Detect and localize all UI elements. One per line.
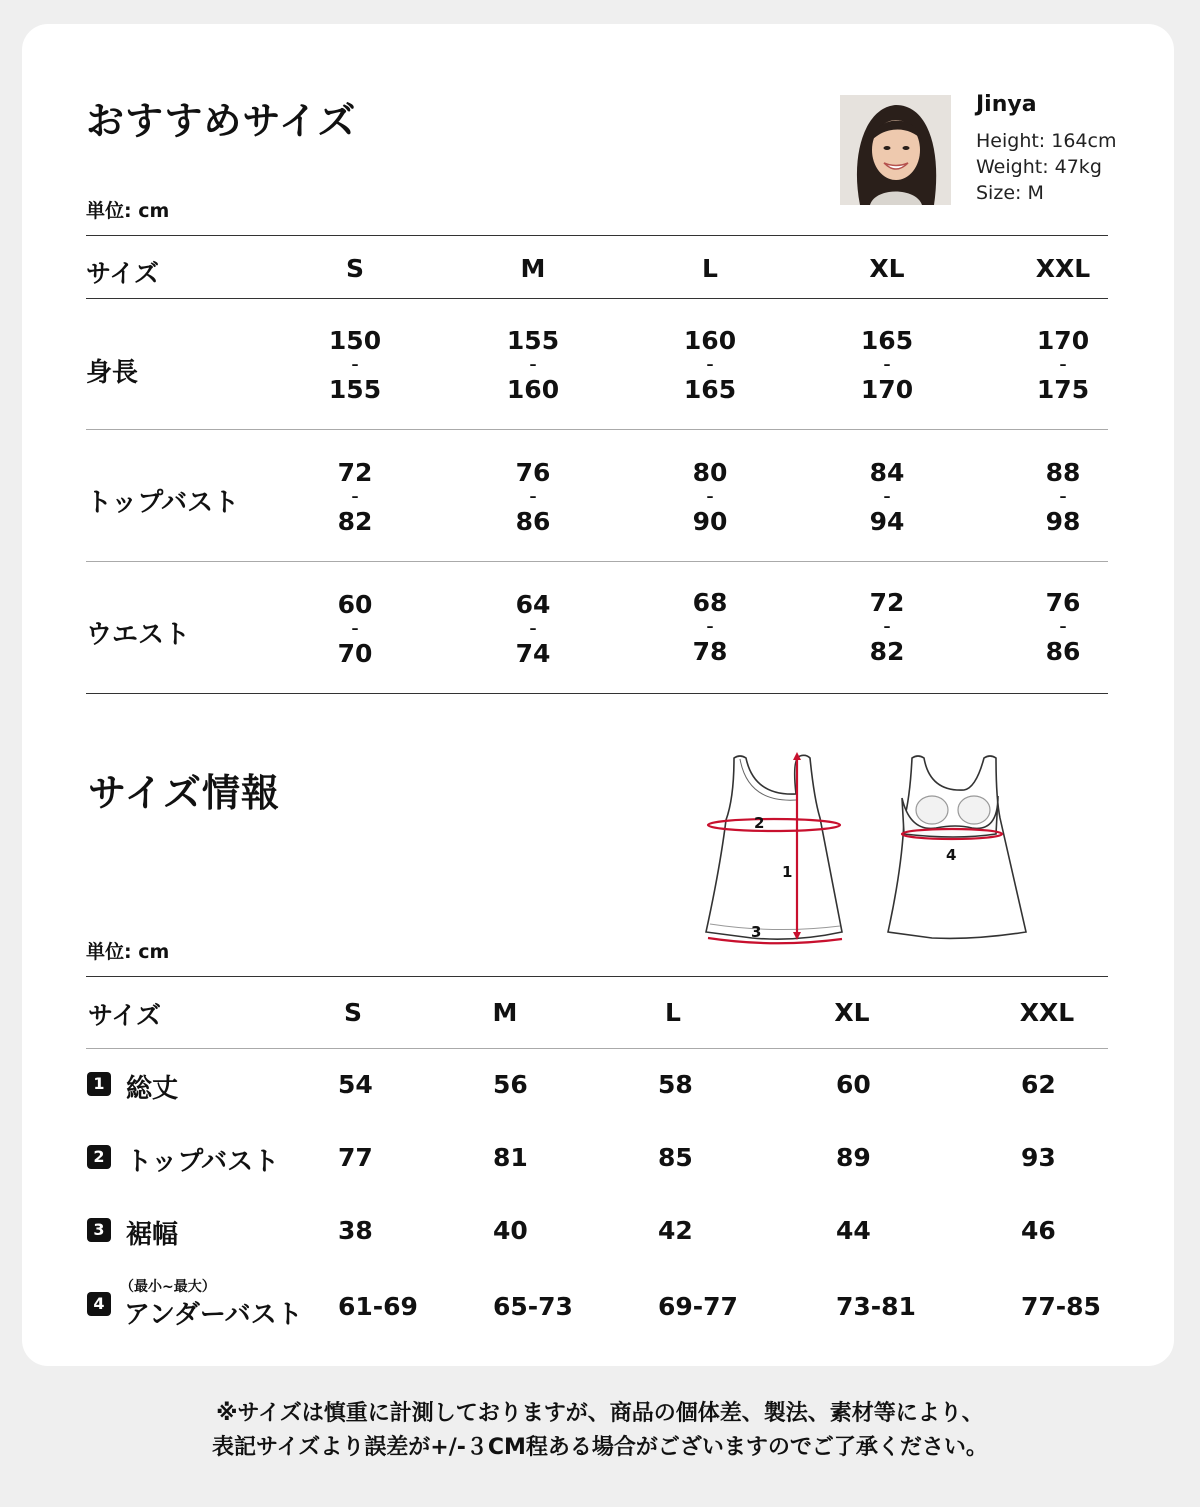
model-size: Size: M xyxy=(976,182,1044,204)
range-cell: 150 – 155 xyxy=(328,326,382,404)
value-cell: 65-73 xyxy=(493,1292,573,1321)
diagram-label-1: 1 xyxy=(782,863,793,881)
model-photo xyxy=(840,95,951,205)
footer-note-line-1: ※サイズは慎重に計測しておりますが、商品の個体差、製法、素材等により、 xyxy=(216,1401,984,1426)
diagram-label-2: 2 xyxy=(754,814,765,832)
info-header-xl: XL xyxy=(834,998,870,1027)
info-header-size: サイズ xyxy=(88,1001,162,1030)
info-title: サイズ情報 xyxy=(88,771,280,815)
value-cell: 42 xyxy=(658,1216,693,1245)
front-tank-illustration xyxy=(706,755,842,939)
recommend-header-size: サイズ xyxy=(86,259,160,288)
value-cell: 40 xyxy=(493,1216,528,1245)
table-top-rule xyxy=(86,235,1108,236)
value-cell: 62 xyxy=(1021,1070,1056,1099)
row-label-height: 身長 xyxy=(86,358,139,388)
value-cell: 89 xyxy=(836,1143,871,1172)
value-cell: 44 xyxy=(836,1216,871,1245)
garment-diagram xyxy=(696,748,1036,953)
recommend-title: おすすめサイズ xyxy=(86,99,357,143)
info-header-rule xyxy=(86,1048,1108,1049)
value-cell: 77-85 xyxy=(1021,1292,1101,1321)
value-cell: 81 xyxy=(493,1143,528,1172)
value-cell: 60 xyxy=(836,1070,871,1099)
model-name: Jinya xyxy=(976,92,1037,117)
value-cell: 69-77 xyxy=(658,1292,738,1321)
value-cell: 58 xyxy=(658,1070,693,1099)
number-badge-1: 1 xyxy=(87,1072,111,1096)
model-weight: Weight: 47kg xyxy=(976,156,1102,178)
range-cell: 68 – 78 xyxy=(692,588,728,666)
value-cell: 54 xyxy=(338,1070,373,1099)
row-divider xyxy=(86,429,1108,430)
recommend-header-xxl: XXL xyxy=(1035,254,1091,283)
diagram-label-3: 3 xyxy=(751,923,762,941)
value-cell: 38 xyxy=(338,1216,373,1245)
value-cell: 77 xyxy=(338,1143,373,1172)
row-label-top-bust: トップバスト xyxy=(126,1147,280,1177)
range-cell: 88 – 98 xyxy=(1045,458,1081,536)
row-label-top-bust: トップバスト xyxy=(86,488,240,518)
info-header-m: M xyxy=(492,998,518,1027)
range-cell: 64 – 74 xyxy=(515,590,551,668)
range-cell: 76 – 86 xyxy=(1045,588,1081,666)
info-header-l: L xyxy=(665,998,681,1027)
recommend-header-l: L xyxy=(702,254,718,283)
row-divider xyxy=(86,561,1108,562)
row-note-min-max: （最小~最大） xyxy=(120,1279,216,1295)
recommend-header-m: M xyxy=(520,254,546,283)
range-cell: 155 – 160 xyxy=(506,326,560,404)
range-cell: 80 – 90 xyxy=(692,458,728,536)
value-cell: 56 xyxy=(493,1070,528,1099)
back-tank-illustration xyxy=(888,756,1026,938)
number-badge-2: 2 xyxy=(87,1145,111,1169)
range-cell: 72 – 82 xyxy=(337,458,373,536)
row-label-under-bust: アンダーバスト xyxy=(124,1300,303,1330)
value-cell: 85 xyxy=(658,1143,693,1172)
recommend-unit: 単位: cm xyxy=(86,200,170,222)
value-cell: 93 xyxy=(1021,1143,1056,1172)
row-label-total-length: 総丈 xyxy=(126,1074,179,1104)
range-cell: 76 – 86 xyxy=(515,458,551,536)
value-cell: 61-69 xyxy=(338,1292,418,1321)
recommend-header-s: S xyxy=(345,254,364,283)
row-label-waist: ウエスト xyxy=(86,620,191,650)
value-cell: 73-81 xyxy=(836,1292,916,1321)
table-bottom-rule xyxy=(86,693,1108,694)
model-height: Height: 164cm xyxy=(976,130,1117,152)
range-cell: 170 – 175 xyxy=(1036,326,1090,404)
range-cell: 165 – 170 xyxy=(860,326,914,404)
range-cell: 60 – 70 xyxy=(337,590,373,668)
range-cell: 72 – 82 xyxy=(869,588,905,666)
footer-note-line-2: 表記サイズより誤差が+/-３CM程ある場合がございますのでご了承ください。 xyxy=(212,1435,988,1460)
info-header-s: S xyxy=(343,998,362,1027)
info-header-xxl: XXL xyxy=(1019,998,1075,1027)
header-rule xyxy=(86,298,1108,299)
value-cell: 46 xyxy=(1021,1216,1056,1245)
number-badge-4: 4 xyxy=(87,1292,111,1316)
recommend-header-xl: XL xyxy=(869,254,905,283)
range-cell: 84 – 94 xyxy=(869,458,905,536)
range-cell: 160 – 165 xyxy=(683,326,737,404)
row-label-hem-width: 裾幅 xyxy=(126,1220,179,1250)
info-unit: 単位: cm xyxy=(86,941,170,963)
info-table-top-rule xyxy=(86,976,1108,977)
diagram-label-4: 4 xyxy=(946,846,957,864)
number-badge-3: 3 xyxy=(87,1218,111,1242)
